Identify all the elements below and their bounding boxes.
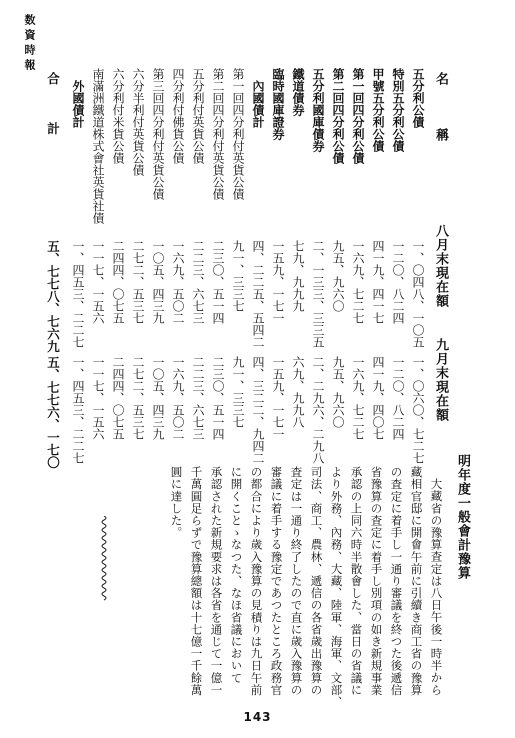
table-cell-september: 二三〇、五一四 xyxy=(211,356,225,440)
column-header-september: 九月末現在額 xyxy=(433,338,448,422)
page-number: 143 xyxy=(243,710,272,724)
table-row-name: 內國債計 xyxy=(251,80,265,128)
article-line: 圓に達した。 xyxy=(169,466,184,539)
article-line: 審議に着手する豫定であつたところ政務官 xyxy=(269,466,284,696)
running-header: 数資時報 xyxy=(23,14,36,74)
table-cell-august: 一一七、一五六 xyxy=(91,240,105,324)
table-row-name: 臨時國庫證券 xyxy=(271,68,285,140)
table-row-name: 特別五分利公債 xyxy=(391,68,405,152)
table-cell-september: 一一七、一五六 xyxy=(91,356,105,440)
article-line: 査定は一通り終了したので直に歲入豫算の xyxy=(289,466,304,696)
table-cell-august: 一、四五三、二二七 xyxy=(71,240,85,348)
table-cell-september: 一、〇六〇、七二七 xyxy=(411,356,425,464)
table-cell-august: 一二〇、八二四 xyxy=(391,240,405,324)
table-row-name: 合 計 xyxy=(45,72,61,135)
table-cell-august: 二二三、六七三 xyxy=(191,240,205,324)
table-row-name: 第二回四分利付英貨公債 xyxy=(211,68,225,200)
table-row-name: 五分利付英貨公債 xyxy=(191,68,205,164)
table-cell-september: 四、三二二、九四二 xyxy=(251,356,265,464)
table-row-name: 鐵道債券 xyxy=(291,68,305,116)
article-line: より外務、內務、大藏、陸軍、海軍、文部、 xyxy=(329,466,344,708)
table-row-name: 四分利付佛貨公債 xyxy=(171,68,185,164)
table-cell-august: 二、一三三、三三五 xyxy=(311,240,325,348)
article-line: 承認された新規要求は各省を通じて一億一 xyxy=(209,466,224,696)
table-cell-august: 一六九、七二七 xyxy=(351,240,365,324)
table-row-name: 六分半利付英貨公債 xyxy=(131,68,145,176)
table-cell-august: 一〇五、四三九 xyxy=(151,240,165,324)
table-cell-september: 四一九、四〇七 xyxy=(371,356,385,440)
article-title: 明年度一般會計豫算 xyxy=(455,454,470,580)
table-cell-september: 二二三、六七三 xyxy=(191,356,205,440)
column-header-name: 名 稱 xyxy=(433,72,448,142)
table-cell-august: 九一、三三七 xyxy=(231,240,245,312)
table-row-name: 第一回四分利公債 xyxy=(351,68,365,164)
table-cell-august: 九五、九六〇 xyxy=(331,240,345,312)
article-line: の査定に着手し一通り審議を終つた後遞信 xyxy=(389,466,404,696)
table-row-name: 第三回四分利付英貨公債 xyxy=(151,68,165,200)
table-cell-august: 一五九、一七一 xyxy=(271,240,285,324)
table-cell-september: 五、七七六、一七〇 xyxy=(45,356,61,469)
table-cell-september: 一二〇、八二四 xyxy=(391,356,405,440)
article-line: 省豫算の査定に着手し別項の如き新規事業 xyxy=(369,466,384,696)
article-line: 司法、商工、農林、遞信の各省歲出豫算の xyxy=(309,466,324,696)
table-cell-august: 四一九、四一七 xyxy=(371,240,385,324)
table-cell-august: 五、七七八、七六九 xyxy=(45,240,61,353)
table-row-name: 南滿洲鐵道株式會社英貨社債 xyxy=(91,68,105,224)
table-cell-september: 一六九、五〇二 xyxy=(171,356,185,440)
table-row-name: 外國債計 xyxy=(71,80,85,128)
table-cell-september: 一五九、一七一 xyxy=(271,356,285,440)
table-cell-september: 九一、三三七 xyxy=(231,356,245,428)
table-cell-august: 二三〇、五一四 xyxy=(211,240,225,324)
table-cell-september: 一、四五三、二二七 xyxy=(71,356,85,464)
table-cell-august: 七九、九九九 xyxy=(291,240,305,312)
table-cell-september: 一六九、七二七 xyxy=(351,356,365,440)
table-cell-august: 一、〇四八、一〇五 xyxy=(411,240,425,348)
wavy-divider xyxy=(100,516,108,602)
article-line: の都合により歲入豫算の見積りは九日午前 xyxy=(249,466,264,696)
table-cell-august: 一六九、五〇二 xyxy=(171,240,185,324)
table-row-name: 五分利國庫債券 xyxy=(311,68,325,152)
article-line: 千萬圓足らずで豫算總額は十七億一千餘萬 xyxy=(189,466,204,696)
table-cell-september: 九五、九六〇 xyxy=(331,356,345,428)
table-row-name: 甲號五分利公債 xyxy=(371,68,385,152)
table-row-name: 第二回四分利公債 xyxy=(331,68,345,164)
table-cell-september: 二七二、五三七 xyxy=(131,356,145,440)
article-line: 承認の上同六時半散會した、當日の省議に xyxy=(349,466,364,696)
table-cell-august: 四、二二五、五四二 xyxy=(251,240,265,348)
table-cell-september: 二四四、〇七五 xyxy=(111,356,125,440)
table-row-name: 五分利公債 xyxy=(411,68,425,128)
article-line: に開くことゝなつた、なほ省議において xyxy=(229,466,244,684)
table-row-name: 第一回四分利付英貨公債 xyxy=(231,68,245,200)
table-cell-september: 一〇五、四三九 xyxy=(151,356,165,440)
article-line: 藏相官邸に開會午前に引續き商工省の豫算 xyxy=(409,466,424,696)
table-cell-september: 二、二九六、二九八 xyxy=(311,356,325,464)
column-header-august: 八月末現在額 xyxy=(433,224,448,308)
table-cell-september: 六九、九九八 xyxy=(291,356,305,428)
table-cell-august: 二四四、〇七五 xyxy=(111,240,125,324)
table-row-name: 六分利付米貨公債 xyxy=(111,68,125,164)
article-line: 大藏省の豫算査定は八日午後一時半から xyxy=(429,478,444,696)
table-cell-august: 二七二、五三七 xyxy=(131,240,145,324)
